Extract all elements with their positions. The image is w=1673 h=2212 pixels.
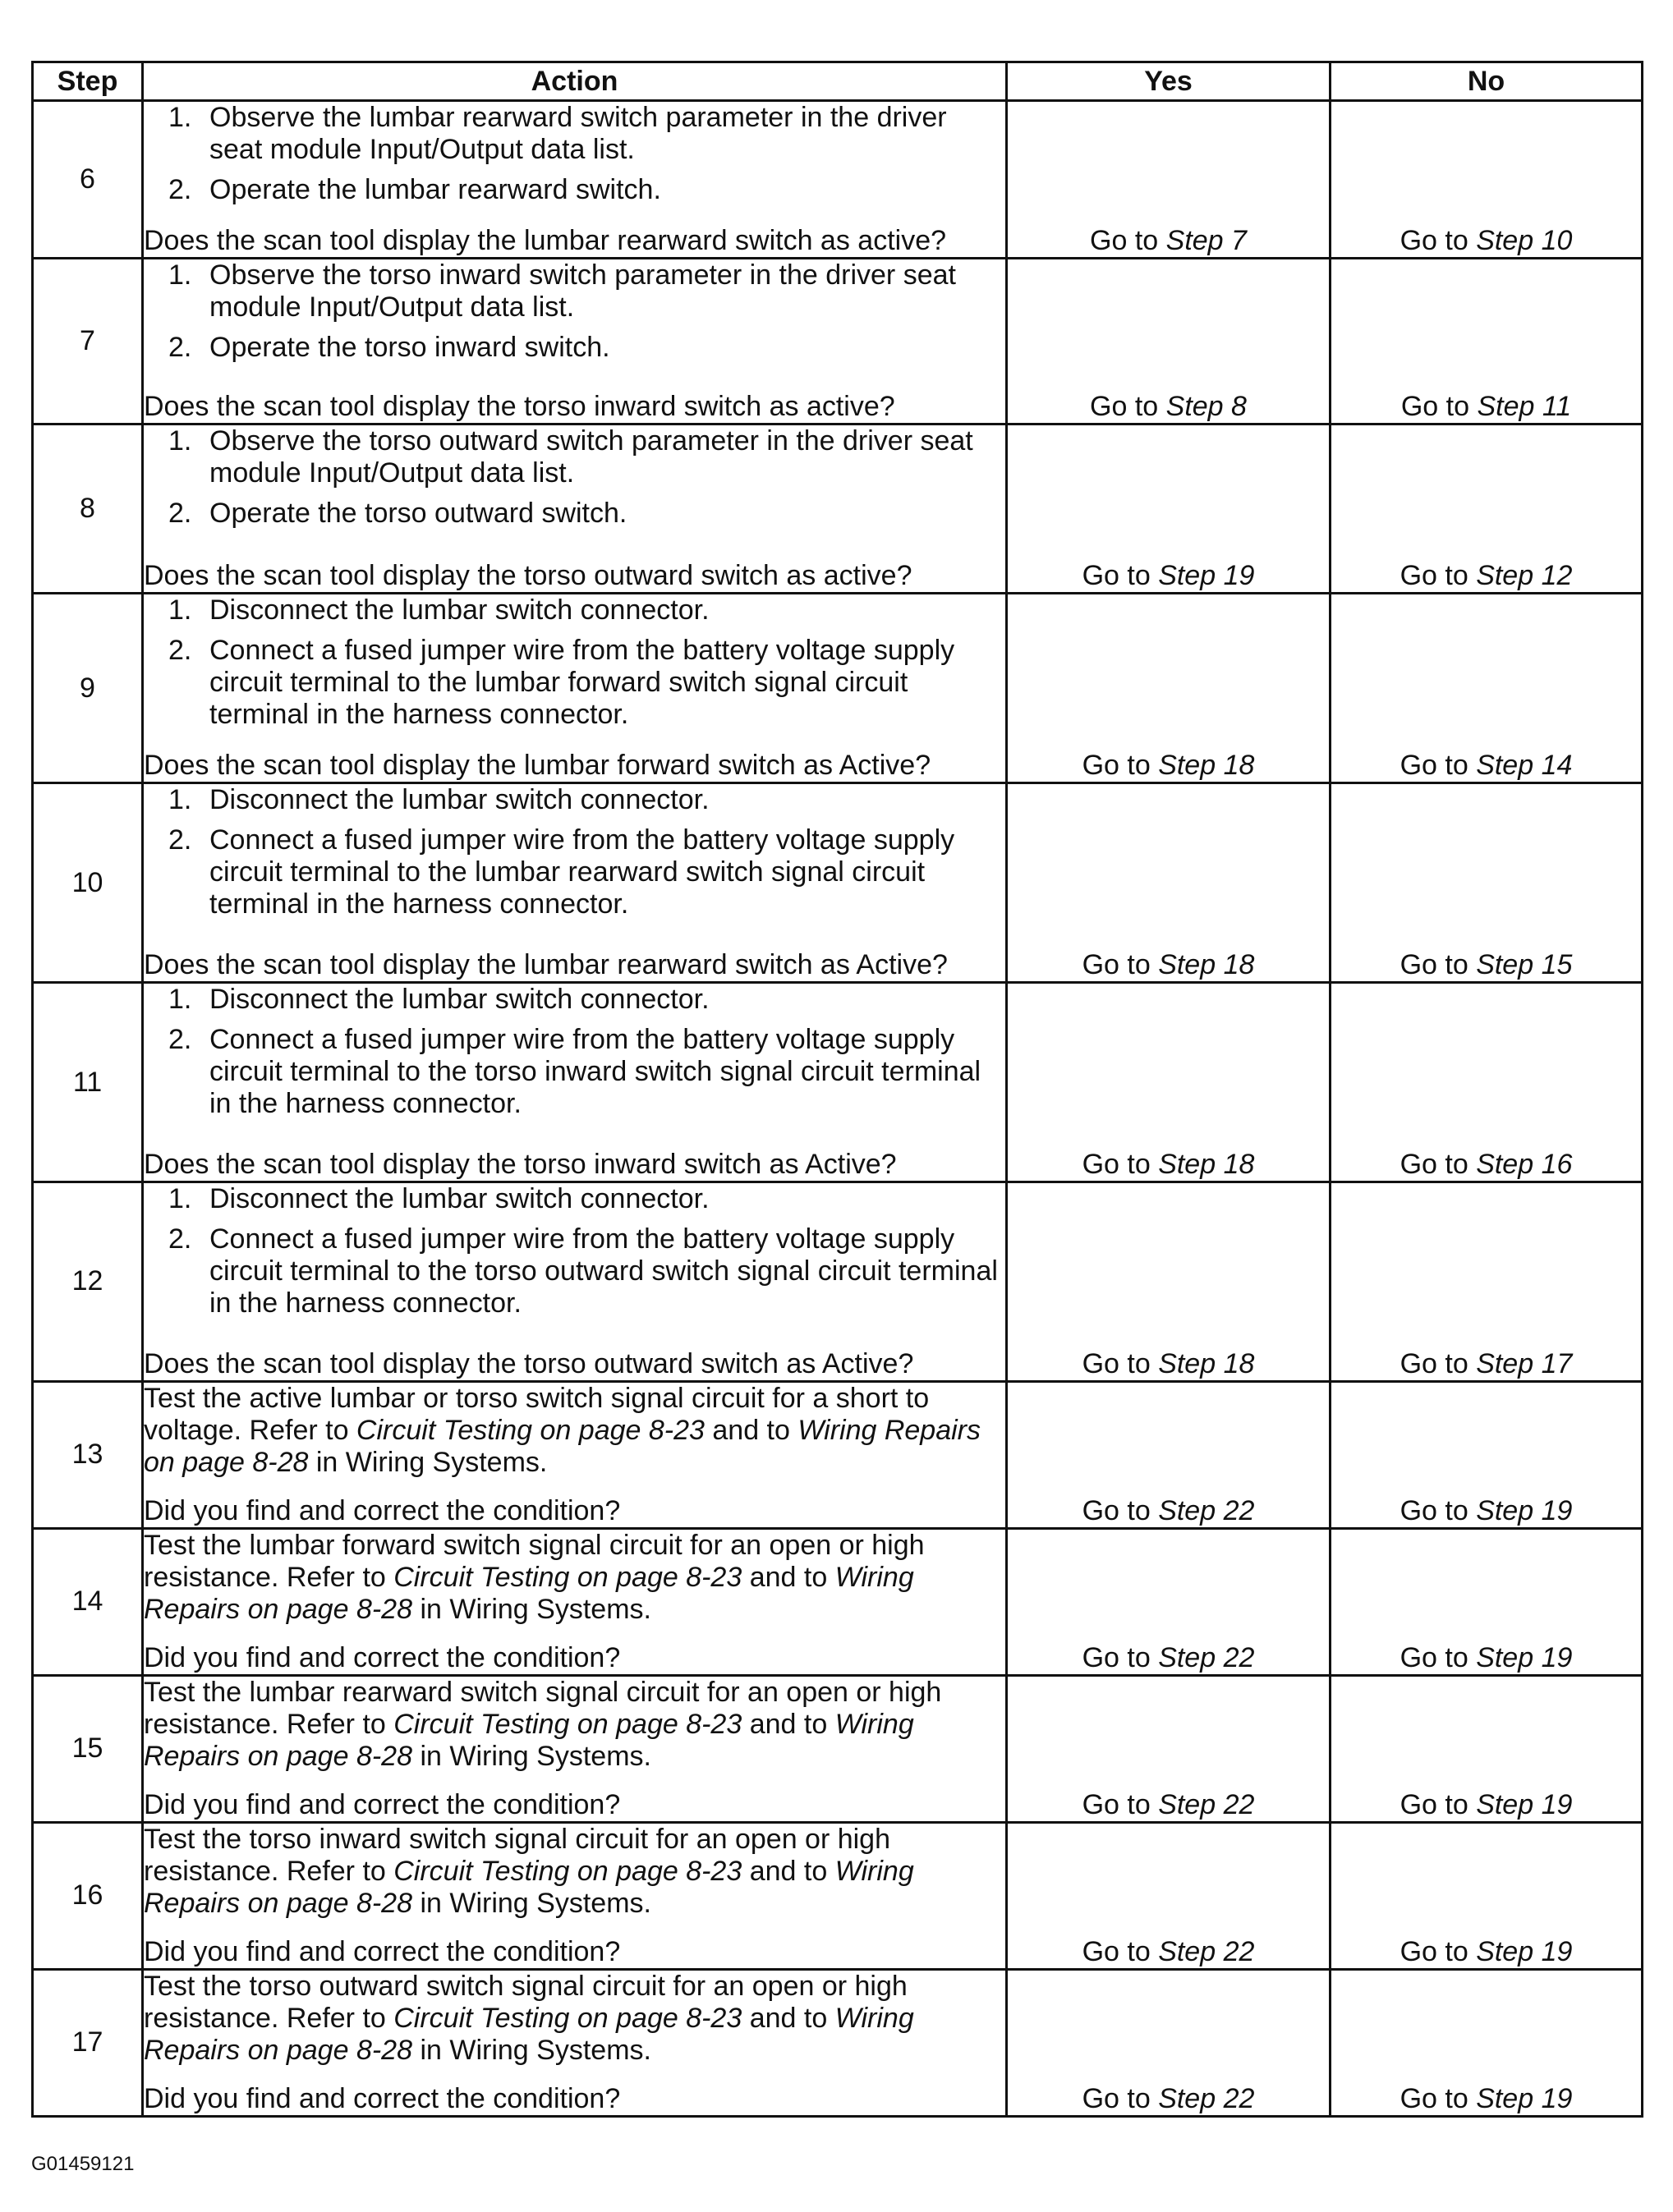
substep-number: 1. bbox=[168, 425, 192, 457]
table-row bbox=[33, 593, 1643, 783]
action-question: Did you find and correct the condition? bbox=[144, 1641, 621, 1673]
yes-goto-step: Step 22 bbox=[1158, 1494, 1255, 1526]
yes-result bbox=[1007, 1675, 1331, 1822]
action-content bbox=[144, 594, 1005, 782]
reference-link-text: Circuit Testing on page 8-23 bbox=[393, 1708, 742, 1740]
action-cell bbox=[143, 425, 1007, 593]
substep-text: Connect a fused jumper wire from the battery voltage supply circuit terminal to the lumbar rearward switch signal circuit terminal in the harness connector. bbox=[209, 824, 955, 920]
action-content bbox=[144, 1383, 1005, 1527]
no-result bbox=[1331, 1675, 1643, 1822]
substep-number: 2. bbox=[168, 634, 192, 666]
no-goto-step: Step 10 bbox=[1476, 225, 1573, 257]
yes-goto-step: Step 22 bbox=[1158, 2083, 1255, 2114]
substep-item bbox=[144, 174, 1005, 206]
step-number: 9 bbox=[33, 593, 143, 783]
substep-number: 2. bbox=[168, 1223, 192, 1255]
substep-item bbox=[144, 425, 1005, 489]
no-result bbox=[1331, 1822, 1643, 1969]
reference-link-text: Wiring Repairs on page 8-28 bbox=[144, 1855, 914, 1919]
substep-item bbox=[144, 984, 1005, 1016]
no-goto-prefix: Go to bbox=[1400, 1347, 1477, 1379]
yes-goto-step: Step 19 bbox=[1158, 559, 1255, 591]
no-result bbox=[1331, 783, 1643, 983]
substep-text: Connect a fused jumper wire from the battery voltage supply circuit terminal to the lumbar forward switch signal circuit terminal in the harness connector. bbox=[209, 634, 955, 730]
yes-goto-step: Step 22 bbox=[1158, 1788, 1255, 1820]
no-goto-prefix: Go to bbox=[1400, 1788, 1477, 1820]
yes-goto-prefix: Go to bbox=[1090, 225, 1166, 257]
action-cell bbox=[143, 1969, 1007, 2116]
action-content bbox=[144, 1824, 1005, 1968]
substep-number: 2. bbox=[168, 332, 192, 364]
no-result bbox=[1331, 425, 1643, 593]
step-number: 12 bbox=[33, 1182, 143, 1381]
no-goto-step: Step 19 bbox=[1476, 1788, 1573, 1820]
action-cell bbox=[143, 1822, 1007, 1969]
substep-text: Connect a fused jumper wire from the battery voltage supply circuit terminal to the torso inward switch signal circuit terminal in the harness connector. bbox=[209, 1024, 981, 1120]
substep-number: 2. bbox=[168, 174, 192, 205]
paragraph-text: Test the torso outward switch signal circuit for an open or high resistance. Refer to bbox=[144, 1970, 908, 2034]
substep-list bbox=[144, 1183, 1005, 1328]
substep-text: Operate the lumbar rearward switch. bbox=[209, 174, 661, 205]
action-paragraph bbox=[144, 1530, 1005, 1626]
substep-number: 1. bbox=[168, 594, 192, 626]
yes-goto-prefix: Go to bbox=[1082, 1641, 1159, 1673]
substep-item bbox=[144, 1183, 1005, 1215]
substep-number: 1. bbox=[168, 784, 192, 816]
paragraph-text: in Wiring Systems. bbox=[412, 1887, 651, 1919]
step-number: 8 bbox=[33, 425, 143, 593]
no-goto-step: Step 19 bbox=[1476, 1494, 1573, 1526]
action-content bbox=[144, 1971, 1005, 2115]
yes-goto-step: Step 7 bbox=[1165, 225, 1247, 257]
substep-text: Disconnect the lumbar switch connector. bbox=[209, 784, 710, 816]
no-goto-step: Step 16 bbox=[1476, 1148, 1573, 1180]
action-cell bbox=[143, 593, 1007, 783]
paragraph-text: and to bbox=[742, 1561, 835, 1593]
yes-goto-step: Step 22 bbox=[1158, 1935, 1255, 1967]
action-paragraph bbox=[144, 1677, 1005, 1773]
action-paragraph bbox=[144, 1383, 1005, 1479]
action-question: Does the scan tool display the torso outward switch as Active? bbox=[144, 1347, 914, 1379]
action-content bbox=[144, 984, 1005, 1181]
step-number: 14 bbox=[33, 1528, 143, 1675]
paragraph-text: and to bbox=[742, 2002, 835, 2034]
no-goto-prefix: Go to bbox=[1400, 1494, 1477, 1526]
paragraph-text: Test the active lumbar or torso switch signal circuit for a short to voltage. Refer to bbox=[144, 1382, 930, 1446]
no-goto-step: Step 14 bbox=[1476, 750, 1573, 782]
yes-result bbox=[1007, 1969, 1331, 2116]
no-result bbox=[1331, 259, 1643, 425]
no-goto-step: Step 19 bbox=[1476, 2083, 1573, 2114]
no-result bbox=[1331, 101, 1643, 259]
yes-result bbox=[1007, 1528, 1331, 1675]
substep-item bbox=[144, 594, 1005, 626]
step-number: 16 bbox=[33, 1822, 143, 1969]
yes-goto-step: Step 18 bbox=[1158, 1148, 1255, 1180]
substep-text: Disconnect the lumbar switch connector. bbox=[209, 1182, 710, 1214]
substep-list bbox=[144, 102, 1005, 214]
substep-number: 1. bbox=[168, 102, 192, 133]
no-goto-prefix: Go to bbox=[1400, 391, 1478, 423]
yes-goto-prefix: Go to bbox=[1090, 391, 1166, 423]
action-question: Did you find and correct the condition? bbox=[144, 1788, 621, 1820]
table-body bbox=[33, 101, 1643, 2117]
yes-result bbox=[1007, 1822, 1331, 1969]
yes-result bbox=[1007, 259, 1331, 425]
reference-link-text: Circuit Testing on page 8-23 bbox=[393, 1855, 742, 1887]
yes-result bbox=[1007, 425, 1331, 593]
no-goto-prefix: Go to bbox=[1400, 225, 1477, 257]
reference-link-text: Wiring Repairs on page 8-28 bbox=[144, 1414, 981, 1478]
paragraph-text: and to bbox=[742, 1708, 835, 1740]
substep-item bbox=[144, 784, 1005, 816]
step-number: 17 bbox=[33, 1969, 143, 2116]
action-cell bbox=[143, 101, 1007, 259]
substep-text: Disconnect the lumbar switch connector. bbox=[209, 984, 710, 1016]
reference-link-text: Wiring Repairs on page 8-28 bbox=[144, 2002, 914, 2066]
step-number: 6 bbox=[33, 101, 143, 259]
action-question: Did you find and correct the condition? bbox=[144, 2083, 621, 2114]
substep-number: 1. bbox=[168, 259, 192, 291]
action-cell bbox=[143, 1528, 1007, 1675]
table-row bbox=[33, 1528, 1643, 1675]
no-goto-prefix: Go to bbox=[1400, 559, 1477, 591]
substep-number: 1. bbox=[168, 984, 192, 1016]
step-number: 15 bbox=[33, 1675, 143, 1822]
substep-number: 2. bbox=[168, 824, 192, 856]
yes-result bbox=[1007, 783, 1331, 983]
action-cell bbox=[143, 1182, 1007, 1381]
header-step: Step bbox=[33, 62, 143, 101]
action-cell bbox=[143, 1381, 1007, 1528]
yes-goto-step: Step 18 bbox=[1158, 949, 1255, 981]
no-goto-step: Step 19 bbox=[1476, 1935, 1573, 1967]
diagnostic-table bbox=[31, 61, 1643, 2118]
yes-goto-step: Step 8 bbox=[1165, 391, 1247, 423]
no-goto-step: Step 11 bbox=[1477, 391, 1572, 423]
substep-number: 2. bbox=[168, 1024, 192, 1056]
yes-goto-step: Step 18 bbox=[1158, 1347, 1255, 1379]
action-cell bbox=[143, 783, 1007, 983]
table-row bbox=[33, 259, 1643, 425]
action-question: Does the scan tool display the lumbar forward switch as Active? bbox=[144, 750, 931, 782]
yes-result bbox=[1007, 983, 1331, 1182]
yes-goto-prefix: Go to bbox=[1082, 750, 1159, 782]
no-result bbox=[1331, 1182, 1643, 1381]
substep-item bbox=[144, 498, 1005, 530]
no-goto-prefix: Go to bbox=[1400, 1641, 1477, 1673]
header-yes: Yes bbox=[1007, 62, 1331, 101]
no-goto-prefix: Go to bbox=[1400, 2083, 1477, 2114]
substep-list bbox=[144, 784, 1005, 929]
action-content bbox=[144, 259, 1005, 423]
no-goto-prefix: Go to bbox=[1400, 750, 1477, 782]
step-number: 10 bbox=[33, 783, 143, 983]
reference-link-text: Wiring Repairs on page 8-28 bbox=[144, 1561, 914, 1625]
paragraph-text: Test the lumbar rearward switch signal circuit for an open or high resistance. Refer to bbox=[144, 1676, 942, 1740]
table-row bbox=[33, 1182, 1643, 1381]
action-content bbox=[144, 1677, 1005, 1821]
paragraph-text: in Wiring Systems. bbox=[412, 1740, 651, 1772]
table-row bbox=[33, 1822, 1643, 1969]
yes-goto-prefix: Go to bbox=[1082, 1148, 1159, 1180]
no-result bbox=[1331, 1528, 1643, 1675]
no-goto-step: Step 17 bbox=[1476, 1347, 1573, 1379]
yes-goto-prefix: Go to bbox=[1082, 559, 1159, 591]
reference-link-text: Circuit Testing on page 8-23 bbox=[356, 1414, 705, 1446]
table-row bbox=[33, 1969, 1643, 2116]
substep-list bbox=[144, 594, 1005, 739]
action-paragraph bbox=[144, 1824, 1005, 1920]
no-result bbox=[1331, 1381, 1643, 1528]
table-header-row bbox=[33, 62, 1643, 101]
paragraph-text: in Wiring Systems. bbox=[412, 2034, 651, 2066]
no-result bbox=[1331, 1969, 1643, 2116]
substep-item bbox=[144, 824, 1005, 920]
yes-result bbox=[1007, 1182, 1331, 1381]
action-cell bbox=[143, 259, 1007, 425]
step-number: 7 bbox=[33, 259, 143, 425]
yes-goto-prefix: Go to bbox=[1082, 1788, 1159, 1820]
yes-goto-prefix: Go to bbox=[1082, 1494, 1159, 1526]
substep-text: Operate the torso inward switch. bbox=[209, 332, 610, 364]
substep-item bbox=[144, 635, 1005, 731]
yes-result bbox=[1007, 593, 1331, 783]
substep-text: Observe the torso inward switch parameter in the driver seat module Input/Output data list. bbox=[209, 259, 956, 324]
no-result bbox=[1331, 983, 1643, 1182]
step-number: 13 bbox=[33, 1381, 143, 1528]
table-row bbox=[33, 983, 1643, 1182]
substep-item bbox=[144, 332, 1005, 364]
paragraph-text: and to bbox=[704, 1414, 798, 1446]
no-goto-step: Step 15 bbox=[1476, 949, 1573, 981]
action-question: Did you find and correct the condition? bbox=[144, 1494, 621, 1526]
action-question: Does the scan tool display the lumbar rearward switch as active? bbox=[144, 225, 947, 257]
substep-number: 2. bbox=[168, 498, 192, 530]
action-paragraph bbox=[144, 1971, 1005, 2067]
paragraph-text: and to bbox=[742, 1855, 835, 1887]
reference-link-text: Wiring Repairs on page 8-28 bbox=[144, 1708, 914, 1772]
no-goto-step: Step 12 bbox=[1476, 559, 1573, 591]
header-action: Action bbox=[143, 62, 1007, 101]
yes-goto-step: Step 18 bbox=[1158, 750, 1255, 782]
yes-goto-prefix: Go to bbox=[1082, 949, 1159, 981]
no-goto-prefix: Go to bbox=[1400, 1935, 1477, 1967]
action-cell bbox=[143, 1675, 1007, 1822]
substep-text: Disconnect the lumbar switch connector. bbox=[209, 594, 710, 626]
substep-text: Observe the lumbar rearward switch parameter in the driver seat module Input/Output data list. bbox=[209, 102, 947, 165]
action-question: Does the scan tool display the lumbar rearward switch as Active? bbox=[144, 949, 948, 981]
substep-text: Observe the torso outward switch parameter in the driver seat module Input/Output data list. bbox=[209, 425, 973, 489]
no-result bbox=[1331, 593, 1643, 783]
substep-item bbox=[144, 102, 1005, 166]
no-goto-step: Step 19 bbox=[1476, 1641, 1573, 1673]
substep-number: 1. bbox=[168, 1182, 192, 1214]
substep-item bbox=[144, 1223, 1005, 1319]
paragraph-text: in Wiring Systems. bbox=[412, 1593, 651, 1625]
yes-goto-prefix: Go to bbox=[1082, 2083, 1159, 2114]
action-question: Does the scan tool display the torso inward switch as Active? bbox=[144, 1148, 897, 1180]
substep-text: Operate the torso outward switch. bbox=[209, 498, 627, 530]
substep-item bbox=[144, 259, 1005, 324]
substep-list bbox=[144, 259, 1005, 372]
action-content bbox=[144, 1183, 1005, 1380]
table-row bbox=[33, 783, 1643, 983]
table-row bbox=[33, 425, 1643, 593]
substep-list bbox=[144, 425, 1005, 538]
table-row bbox=[33, 1381, 1643, 1528]
table-row bbox=[33, 1675, 1643, 1822]
yes-result bbox=[1007, 1381, 1331, 1528]
substep-text: Connect a fused jumper wire from the battery voltage supply circuit terminal to the torso outward switch signal circuit terminal in the harness connector. bbox=[209, 1223, 998, 1319]
action-question: Does the scan tool display the torso inward switch as active? bbox=[144, 391, 895, 423]
no-goto-prefix: Go to bbox=[1400, 949, 1477, 981]
step-number: 11 bbox=[33, 983, 143, 1182]
paragraph-text: in Wiring Systems. bbox=[308, 1446, 548, 1478]
yes-result bbox=[1007, 101, 1331, 259]
substep-item bbox=[144, 1024, 1005, 1120]
action-content bbox=[144, 102, 1005, 257]
table-row bbox=[33, 101, 1643, 259]
paragraph-text: Test the torso inward switch signal circuit for an open or high resistance. Refer to bbox=[144, 1823, 891, 1887]
action-cell bbox=[143, 983, 1007, 1182]
yes-goto-prefix: Go to bbox=[1082, 1347, 1159, 1379]
reference-link-text: Circuit Testing on page 8-23 bbox=[393, 1561, 742, 1593]
paragraph-text: Test the lumbar forward switch signal circuit for an open or high resistance. Refer to bbox=[144, 1529, 925, 1593]
header-no: No bbox=[1331, 62, 1643, 101]
action-content bbox=[144, 784, 1005, 981]
substep-list bbox=[144, 984, 1005, 1128]
figure-id: G01459121 bbox=[31, 2153, 135, 2175]
action-content bbox=[144, 1530, 1005, 1674]
action-content bbox=[144, 425, 1005, 591]
diagnostic-table-container bbox=[31, 61, 1641, 2118]
yes-goto-prefix: Go to bbox=[1082, 1935, 1159, 1967]
action-question: Did you find and correct the condition? bbox=[144, 1935, 621, 1967]
reference-link-text: Circuit Testing on page 8-23 bbox=[393, 2002, 742, 2034]
action-question: Does the scan tool display the torso outward switch as active? bbox=[144, 559, 912, 591]
yes-goto-step: Step 22 bbox=[1158, 1641, 1255, 1673]
no-goto-prefix: Go to bbox=[1400, 1148, 1477, 1180]
